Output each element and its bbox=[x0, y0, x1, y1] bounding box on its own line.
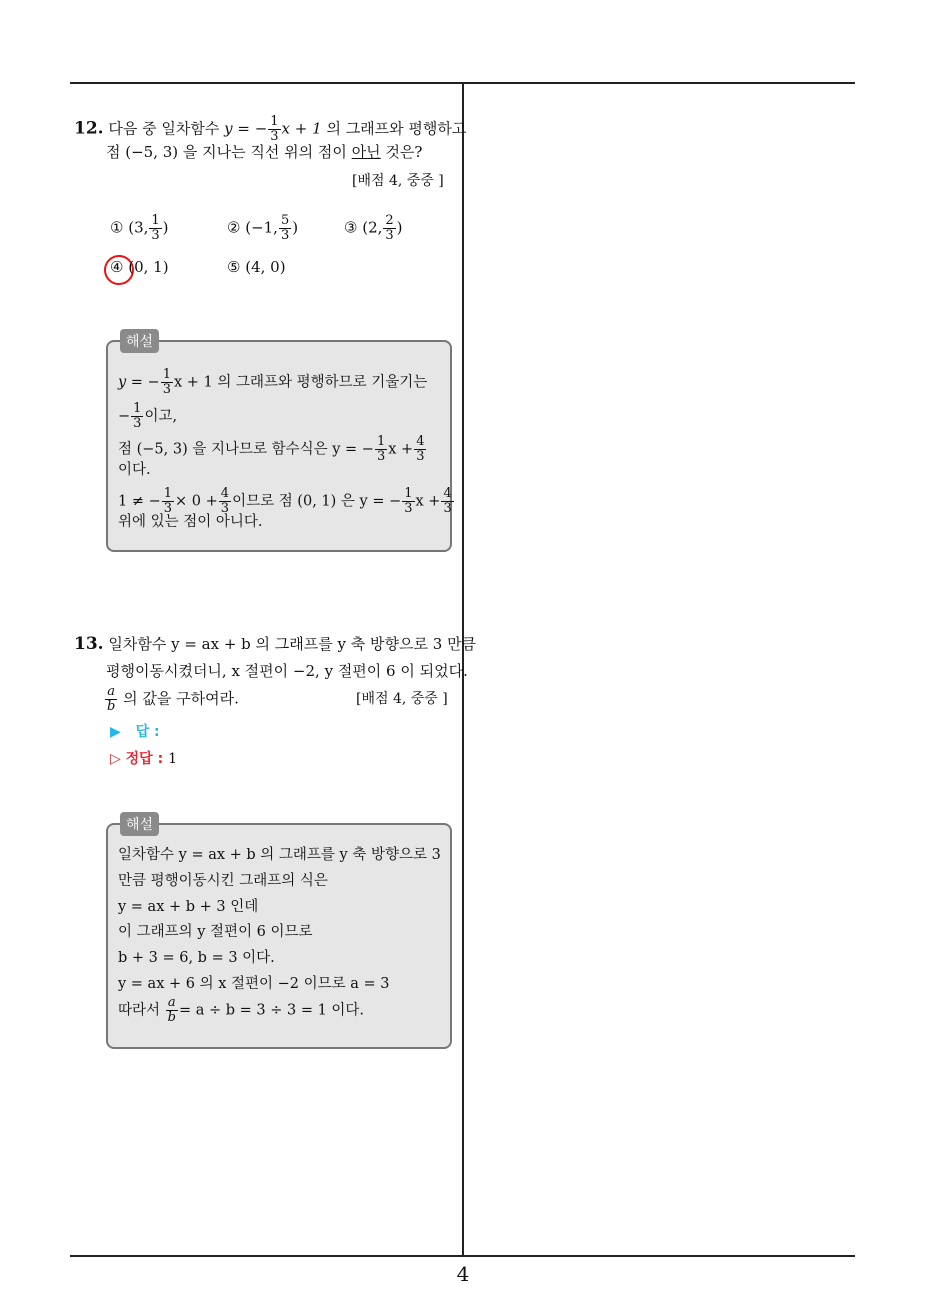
q13-explain-line-3: y = ax + b + 3 인데 bbox=[118, 899, 259, 915]
q13-explain-line-7 bbox=[118, 996, 364, 1025]
q13-number: 13. bbox=[74, 634, 104, 654]
q13-explain-line-5: b + 3 = 6, b = 3 이다. bbox=[118, 950, 275, 966]
frac-den: 3 bbox=[416, 449, 425, 464]
q12-line-1 bbox=[74, 115, 466, 144]
text: × 0 + bbox=[175, 493, 218, 510]
q13-explain-line-2: 만큼 평행이동시킨 그래프의 식은 bbox=[118, 873, 328, 889]
frac-den: b bbox=[107, 699, 116, 714]
frac-num: 1 bbox=[133, 401, 142, 416]
q12-eq-1: y = − bbox=[224, 119, 268, 138]
q12-meta: [배점 4, 중중 ] bbox=[352, 173, 444, 189]
frac-den: 3 bbox=[151, 228, 160, 243]
correct-marker-icon: ▷ bbox=[110, 751, 121, 767]
frac-num: 4 bbox=[416, 434, 425, 449]
text: = a ÷ b = 3 ÷ 3 = 1 이다. bbox=[178, 1002, 365, 1019]
q12-eq-1b: x + 1 bbox=[281, 119, 322, 138]
q12-choice-3[interactable] bbox=[344, 214, 403, 243]
q12-choice-5[interactable]: ⑤ (4, 0) bbox=[227, 258, 286, 276]
text: 점 (−5, 3) 을 지나므로 함수식은 y = − bbox=[118, 441, 374, 458]
choice-label: ② (−1, bbox=[227, 218, 278, 237]
bottom-rule bbox=[70, 1255, 855, 1257]
frac-num: 1 bbox=[404, 486, 413, 501]
frac-num: a bbox=[105, 685, 117, 700]
text: 따라서 bbox=[118, 1002, 161, 1019]
q13-explain-line-6: y = ax + 6 의 x 절편이 −2 이므로 a = 3 bbox=[118, 976, 390, 992]
frac-den: 3 bbox=[385, 228, 394, 243]
frac-num: 1 bbox=[270, 114, 279, 129]
choice-end: ) bbox=[396, 218, 403, 237]
text: x + bbox=[388, 441, 414, 458]
q12-choice-1[interactable] bbox=[110, 214, 169, 243]
frac-num: 1 bbox=[376, 434, 386, 449]
text: − bbox=[118, 408, 131, 425]
q13-explanation-tag: 해설 bbox=[120, 812, 159, 836]
frac bbox=[161, 368, 173, 397]
text: x + bbox=[415, 493, 441, 510]
q12-choice-4[interactable]: ④ (0, 1) bbox=[110, 258, 169, 276]
q12-explain-line-3 bbox=[118, 435, 427, 464]
q13-text-1: 일차함수 y = ax + b 의 그래프를 y 축 방향으로 3 만큼 bbox=[108, 635, 477, 653]
frac-num: a bbox=[166, 996, 178, 1011]
choice-end: ) bbox=[292, 218, 299, 237]
q13-meta: [배점 4, 중중 ] bbox=[356, 691, 448, 707]
q12-explanation-tag: 해설 bbox=[120, 329, 159, 353]
frac bbox=[414, 435, 426, 464]
q12-number: 12. bbox=[74, 118, 104, 139]
frac-den: b bbox=[167, 1010, 176, 1025]
q13-line-3 bbox=[104, 685, 239, 714]
frac-num: 1 bbox=[163, 486, 173, 501]
text: 1 ≠ − bbox=[118, 493, 161, 510]
q13-explain-line-1: 일차함수 y = ax + b 의 그래프를 y 축 방향으로 3 bbox=[118, 847, 441, 863]
q12-line-2 bbox=[106, 142, 422, 162]
frac-den: 3 bbox=[443, 501, 452, 516]
frac bbox=[402, 487, 414, 516]
q12-explain-line-6: 위에 있는 점이 아니다. bbox=[118, 514, 263, 530]
frac-den: 3 bbox=[220, 501, 230, 516]
frac bbox=[131, 402, 143, 431]
frac bbox=[441, 487, 453, 516]
q12-choice-2[interactable] bbox=[227, 214, 298, 243]
correct-label: 정답 : bbox=[125, 751, 164, 767]
q12-explain-line-1 bbox=[118, 368, 427, 397]
frac-den: 3 bbox=[162, 382, 171, 397]
text: x + 1 의 그래프와 평행하므로 기울기는 bbox=[174, 374, 428, 391]
q13-line-1 bbox=[74, 634, 476, 654]
frac-num: 1 bbox=[151, 213, 160, 228]
q13-frac bbox=[105, 685, 117, 714]
q12-text-2-underline: 아닌 bbox=[351, 143, 381, 161]
q12-text-2b: 것은? bbox=[385, 143, 423, 161]
answer-marker-icon: ▶ bbox=[110, 724, 121, 740]
q12-eq-1-frac bbox=[268, 115, 280, 144]
frac-num: 4 bbox=[220, 486, 230, 501]
q12-text-1b: 의 그래프와 평행하고 bbox=[326, 119, 467, 138]
choice-frac bbox=[383, 214, 395, 243]
frac-den: 3 bbox=[280, 228, 290, 243]
choice-frac bbox=[149, 214, 161, 243]
q12-explain-line-2 bbox=[118, 402, 177, 431]
correct-answer-row bbox=[110, 748, 177, 768]
text: 이므로 점 (0, 1) 은 y = − bbox=[232, 493, 402, 510]
text: 이고, bbox=[144, 408, 178, 425]
frac-den: 3 bbox=[133, 416, 142, 431]
answer-label: 답 : bbox=[135, 724, 160, 740]
frac-num: 5 bbox=[280, 213, 290, 228]
frac-den: 3 bbox=[376, 449, 386, 464]
q13-text-3: 의 값을 구하여라. bbox=[123, 689, 239, 708]
frac bbox=[375, 435, 387, 464]
frac-num: 2 bbox=[385, 213, 394, 228]
page-number: 4 bbox=[456, 1262, 470, 1286]
choice-label: ③ (2, bbox=[344, 218, 383, 237]
text: y = − bbox=[118, 374, 160, 391]
choice-frac bbox=[279, 214, 291, 243]
correct-value: 1 bbox=[168, 751, 177, 767]
frac-num: 4 bbox=[443, 486, 452, 501]
choice-label: ① (3, bbox=[110, 218, 149, 237]
q13-line-2: 평행이동시켰더니, x 절편이 −2, y 절편이 6 이 되었다. bbox=[106, 662, 468, 680]
q13-explain-line-4: 이 그래프의 y 절편이 6 이므로 bbox=[118, 924, 313, 940]
frac-den: 3 bbox=[163, 501, 173, 516]
frac-den: 3 bbox=[404, 501, 413, 516]
frac bbox=[166, 996, 178, 1025]
q12-explain-line-4: 이다. bbox=[118, 462, 151, 478]
choice-end: ) bbox=[162, 218, 169, 237]
frac-num: 1 bbox=[162, 367, 171, 382]
answer-row[interactable] bbox=[110, 721, 160, 741]
q12-text-1a: 다음 중 일차함수 bbox=[108, 119, 220, 138]
frac-den: 3 bbox=[270, 129, 279, 144]
q12-text-2a: 점 (−5, 3) 을 지나는 직선 위의 점이 bbox=[106, 143, 347, 161]
